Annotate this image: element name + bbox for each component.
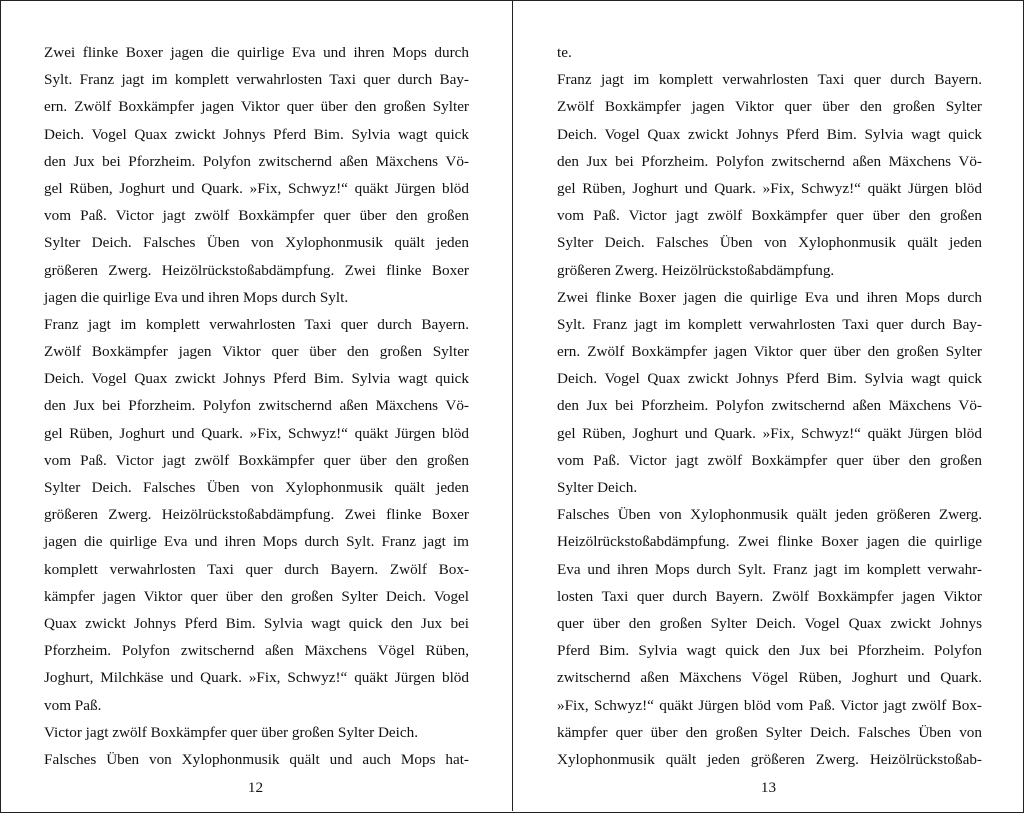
text-line: Deich. Vogel Quax zwickt Johnys Pferd Bim. Sylvia wagt quick: [44, 370, 469, 388]
right-page-number: 13: [760, 779, 777, 796]
left-page: [0, 0, 511, 811]
text-line: größeren Zwerg. Heizölrückstoßabdämpfung.: [557, 261, 835, 279]
right-page-body-text: [557, 39, 982, 773]
text-line: zwitschernd aßen Mäxchens Vögel Rüben, Joghurt und Quark.: [557, 669, 982, 687]
text-line: gel Rüben, Joghurt und Quark. »Fix, Schwyz!“ quäkt Jürgen blöd: [557, 179, 982, 197]
text-line: »Fix, Schwyz!“ quäkt Jürgen blöd vom Paß. Victor jagt zwölf Box-: [557, 696, 982, 714]
text-line: Xylophonmusik quält jeden größeren Zwerg. Heizölrückstoßab-: [557, 750, 982, 768]
text-line: gel Rüben, Joghurt und Quark. »Fix, Schwyz!“ quäkt Jürgen blöd: [44, 424, 469, 442]
text-line: Zwei flinke Boxer jagen die quirlige Eva und ihren Mops durch: [44, 44, 469, 61]
text-line: vom Paß.: [44, 696, 102, 714]
text-line: Joghurt, Milchkäse und Quark. »Fix, Schwyz!“ quäkt Jürgen blöd: [44, 669, 469, 687]
text-line: Sylter Deich. Falsches Üben von Xylophonmusik quält jeden: [557, 234, 982, 252]
text-line: kämpfer quer über den großen Sylter Deich. Falsches Üben von: [557, 723, 982, 741]
text-line: komplett verwahrlosten Taxi quer durch Bayern. Zwölf Box-: [44, 560, 469, 578]
text-line: jagen die quirlige Eva und ihren Mops durch Sylt.: [44, 288, 349, 306]
text-line: gel Rüben, Joghurt und Quark. »Fix, Schwyz!“ quäkt Jürgen blöd: [557, 424, 982, 442]
text-line: ern. Zwölf Boxkämpfer jagen Viktor quer über den großen Sylter: [557, 343, 982, 361]
text-line: den Jux bei Pforzheim. Polyfon zwitschernd aßen Mäxchens Vö-: [44, 397, 469, 415]
text-line: Heizölrückstoßabdämpfung. Zwei flinke Boxer jagen die quirlige: [557, 533, 982, 551]
text-line: größeren Zwerg. Heizölrückstoßabdämpfung. Zwei flinke Boxer: [44, 506, 469, 524]
text-line: Pferd Bim. Sylvia wagt quick den Jux bei Pforzheim. Polyfon: [557, 642, 982, 660]
text-line: Zwölf Boxkämpfer jagen Viktor quer über den großen Sylter: [44, 343, 469, 361]
text-line: den Jux bei Pforzheim. Polyfon zwitschernd aßen Mäxchens Vö-: [557, 397, 982, 415]
text-line: Eva und ihren Mops durch Sylt. Franz jagt im komplett verwahr-: [557, 560, 982, 578]
text-line: Sylter Deich. Falsches Üben von Xylophonmusik quält jeden: [44, 234, 469, 252]
text-line: vom Paß. Victor jagt zwölf Boxkämpfer quer über den großen: [44, 207, 469, 225]
text-line: vom Paß. Victor jagt zwölf Boxkämpfer quer über den großen: [44, 451, 469, 469]
text-line: ern. Zwölf Boxkämpfer jagen Viktor quer über den großen Sylter: [44, 98, 469, 116]
text-line: Franz jagt im komplett verwahrlosten Taxi quer durch Bayern.: [557, 71, 982, 89]
text-line: te.: [557, 44, 572, 61]
left-page-number: 12: [247, 779, 264, 796]
text-line: Franz jagt im komplett verwahrlosten Taxi quer durch Bayern.: [44, 315, 469, 333]
text-line: quer über den großen Sylter Deich. Vogel Quax zwickt Johnys: [557, 614, 982, 632]
text-line: Pforzheim. Polyfon zwitschernd aßen Mäxchens Vögel Rüben,: [44, 642, 469, 660]
text-line: Falsches Üben von Xylophonmusik quält und auch Mops hat-: [44, 750, 469, 768]
text-line: jagen die quirlige Eva und ihren Mops durch Sylt. Franz jagt im: [44, 533, 469, 551]
left-page-body-text: [44, 39, 469, 773]
text-line: gel Rüben, Joghurt und Quark. »Fix, Schwyz!“ quäkt Jürgen blöd: [44, 179, 469, 197]
text-line: den Jux bei Pforzheim. Polyfon zwitschernd aßen Mäxchens Vö-: [557, 152, 982, 170]
text-line: Sylt. Franz jagt im komplett verwahrlosten Taxi quer durch Bay-: [44, 71, 469, 89]
text-line: Zwölf Boxkämpfer jagen Viktor quer über den großen Sylter: [557, 98, 982, 116]
text-line: losten Taxi quer durch Bayern. Zwölf Boxkämpfer jagen Viktor: [557, 587, 982, 605]
text-line: vom Paß. Victor jagt zwölf Boxkämpfer quer über den großen: [557, 451, 982, 469]
text-line: vom Paß. Victor jagt zwölf Boxkämpfer quer über den großen: [557, 207, 982, 225]
text-line: Victor jagt zwölf Boxkämpfer quer über großen Sylter Deich.: [44, 723, 419, 741]
text-line: Sylter Deich. Falsches Üben von Xylophonmusik quält jeden: [44, 479, 469, 496]
text-line: den Jux bei Pforzheim. Polyfon zwitschernd aßen Mäxchens Vö-: [44, 152, 469, 170]
text-line: kämpfer jagen Viktor quer über den großen Sylter Deich. Vogel: [44, 587, 469, 605]
text-line: Falsches Üben von Xylophonmusik quält jeden größeren Zwerg.: [557, 506, 982, 524]
text-line: Deich. Vogel Quax zwickt Johnys Pferd Bim. Sylvia wagt quick: [44, 125, 469, 143]
text-line: Quax zwickt Johnys Pferd Bim. Sylvia wagt quick den Jux bei: [44, 614, 469, 632]
text-line: Sylter Deich.: [557, 479, 638, 496]
text-line: größeren Zwerg. Heizölrückstoßabdämpfung. Zwei flinke Boxer: [44, 261, 469, 279]
text-line: Deich. Vogel Quax zwickt Johnys Pferd Bim. Sylvia wagt quick: [557, 125, 982, 143]
text-line: Sylt. Franz jagt im komplett verwahrlosten Taxi quer durch Bay-: [557, 315, 982, 333]
right-page: [513, 0, 1024, 811]
text-line: Deich. Vogel Quax zwickt Johnys Pferd Bim. Sylvia wagt quick: [557, 370, 982, 388]
text-line: Zwei flinke Boxer jagen die quirlige Eva und ihren Mops durch: [557, 288, 982, 306]
